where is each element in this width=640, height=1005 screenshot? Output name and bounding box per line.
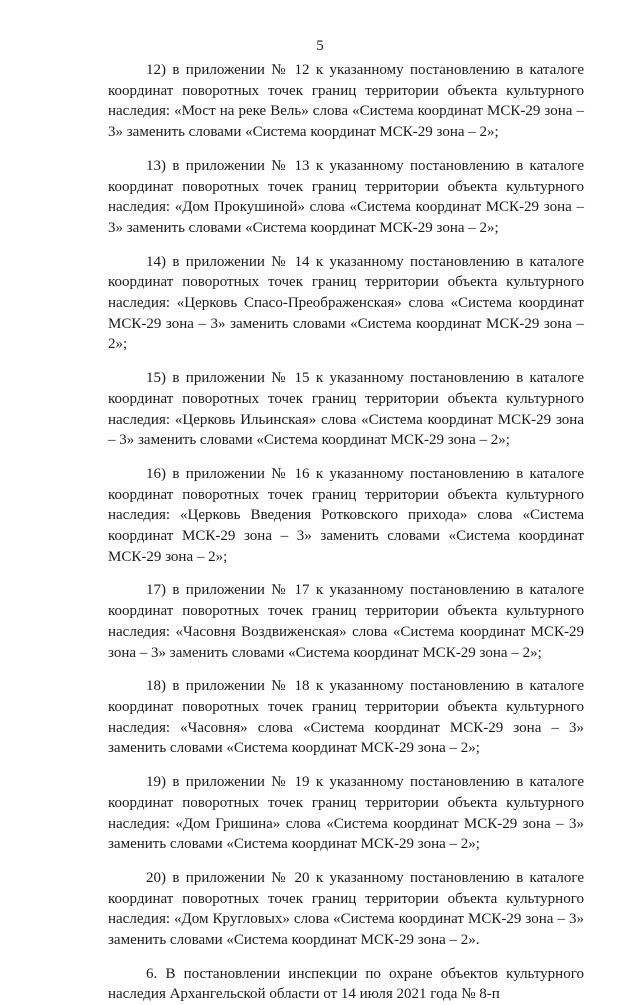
paragraph-item-12: 12) в приложении № 12 к указанному постановлению в каталоге координат поворотных точек границ территории объекта культурного наследия: «Мост на реке Вель» слова «Система координат МСК-29 зона – 3» заменить словами «Система координат МСК-29 зона – 2»; <box>108 62 584 141</box>
paragraph-item-15: 15) в приложении № 15 к указанному постановлению в каталоге координат поворотных точек границ территории объекта культурного наследия: «Церковь Ильинская» слова «Система координат МСК-29 зона – 3» заменить словами «Система координат МСК-29 зона – 2»; <box>108 370 584 449</box>
paragraph-item-18: 18) в приложении № 18 к указанному постановлению в каталоге координат поворотных точек границ территории объекта культурного наследия: «Часовня» слова «Система координат МСК-29 зона – 3» заменить словами «Система координат МСК-29 зона – 2»; <box>108 678 584 757</box>
paragraph-section-6: 6. В постановлении инспекции по охране объектов культурного наследия Архангельской области от 14 июля 2021 года № 8-п <box>108 965 584 1003</box>
page-number: 5 <box>316 38 324 54</box>
paragraph-item-14: 14) в приложении № 14 к указанному постановлению в каталоге координат поворотных точек границ территории объекта культурного наследия: «Церковь Спасо-Преображенская» слова «Система координат МСК-29 зона – 3» заменить словами «Система координат МСК-29 зона – 2»; <box>108 253 584 353</box>
paragraph-item-17: 17) в приложении № 17 к указанному постановлению в каталоге координат поворотных точек границ территории объекта культурного наследия: «Часовня Воздвиженская» слова «Система координат МСК-29 зона – 3» заменить словами «Система координат МСК-29 зона – 2»; <box>108 582 584 661</box>
paragraph-item-20: 20) в приложении № 20 к указанному постановлению в каталоге координат поворотных точек границ территории объекта культурного наследия: «Дом Кругловых» слова «Система координат МСК-29 зона – 3» заменить словами «Система координат МСК-29 зона – 2». <box>108 869 584 949</box>
paragraph-item-19: 19) в приложении № 19 к указанному постановлению в каталоге координат поворотных точек границ территории объекта культурного наследия: «Дом Гришина» слова «Система координат МСК-29 зона – 3» заменить словами «Система координат МСК-29 зона – 2»; <box>108 774 584 853</box>
document-body <box>108 60 584 1005</box>
paragraph-item-16: 16) в приложении № 16 к указанному постановлению в каталоге координат поворотных точек границ территории объекта культурного наследия: «Церковь Введения Ротковского прихода» слова «Система координат МСК-29 зона – 3» заменить словами «Система координат МСК-29 зона – 2»; <box>108 465 584 565</box>
paragraph-item-13: 13) в приложении № 13 к указанному постановлению в каталоге координат поворотных точек границ территории объекта культурного наследия: «Дом Прокушиной» слова «Система координат МСК-29 зона – 3» заменить словами «Система координат МСК-29 зона – 2»; <box>108 157 584 236</box>
